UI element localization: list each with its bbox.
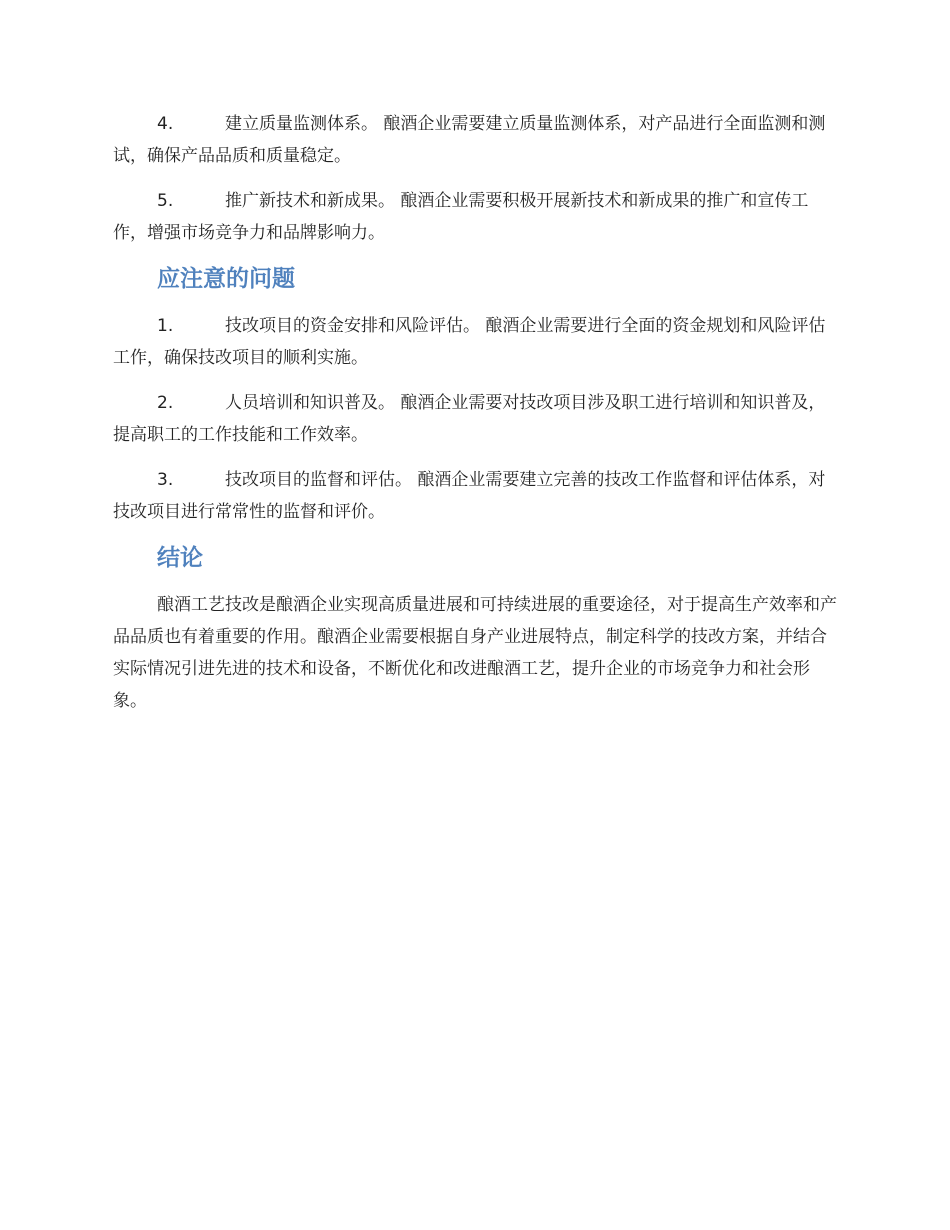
list-item-text: 推广新技术和新成果。 酿酒企业需要积极开展新技术和新成果的推广和宣传工作，增强市场竞争力和品牌影响力。	[113, 191, 809, 243]
conclusion-paragraph: 酿酒工艺技改是酿酒企业实现高质量进展和可持续进展的重要途径，对于提高生产效率和产品品质也有着重要的作用。酿酒企业需要根据自身产业进展特点，制定科学的技改方案，并结合实际情况引进先进的技术和设备，不断优化和改进酿酒工艺，提升企业的市场竞争力和社会形象。	[113, 595, 837, 711]
list-item-text: 技改项目的监督和评估。 酿酒企业需要建立完善的技改工作监督和评估体系，对技改项目进行常常性的监督和评价。	[113, 470, 826, 522]
list-item-number: 5.	[157, 191, 174, 211]
list-item-number: 2.	[157, 393, 174, 413]
list-item-text: 建立质量监测体系。 酿酒企业需要建立质量监测体系，对产品进行全面监测和测试，确保产品品质和质量稳定。	[113, 114, 826, 166]
list-item-text: 技改项目的资金安排和风险评估。 酿酒企业需要进行全面的资金规划和风险评估工作，确保技改项目的顺利实施。	[113, 316, 826, 368]
section-heading-issues: 应注意的问题	[157, 266, 295, 292]
list-item-number: 1.	[157, 316, 174, 336]
section-heading-conclusion: 结论	[157, 545, 203, 571]
document-body	[113, 108, 838, 717]
list-item	[113, 108, 838, 172]
list-item	[113, 185, 838, 249]
list-item-number: 3.	[157, 470, 174, 490]
list-item	[113, 464, 838, 528]
list-item	[113, 310, 838, 374]
list-item-text: 人员培训和知识普及。 酿酒企业需要对技改项目涉及职工进行培训和知识普及，提高职工的工作技能和工作效率。	[113, 393, 826, 445]
list-item	[113, 387, 838, 451]
list-item-number: 4.	[157, 114, 174, 134]
